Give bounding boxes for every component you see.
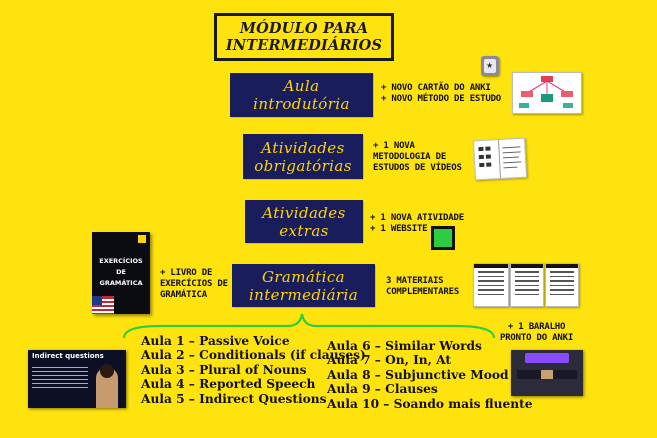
note-obrigatorias (373, 141, 462, 174)
note-baralho-line2: PRONTO DO ANKI (500, 333, 574, 343)
note-materiais (386, 276, 459, 298)
anki-deck-thumbnail (511, 350, 583, 396)
note-baralho-line1: + 1 BARALHO (507, 322, 566, 332)
note-extras-line2: + 1 WEBSITE (370, 224, 428, 234)
block-obrigatorias-line1: Atividades (261, 138, 345, 157)
module-title (214, 13, 394, 61)
note-livro (160, 268, 228, 301)
lesson-item: Aula 3 – Plural of Nouns (141, 362, 307, 377)
note-aula-line2: + NOVO MÉTODO DE ESTUDO (381, 94, 502, 104)
block-extras-line1: Atividades (262, 203, 346, 222)
note-aula (381, 83, 501, 105)
block-gramatica-intermediaria (232, 264, 375, 307)
material-3-icon (545, 263, 579, 307)
lesson-item: Aula 6 – Similar Words (327, 339, 482, 353)
lesson-item: Aula 4 – Reported Speech (141, 377, 316, 392)
mindmap-thumbnail-icon (512, 72, 582, 114)
presenter-head-icon (100, 364, 114, 378)
block-obrigatorias-line2: obrigatórias (254, 156, 352, 175)
note-aula-line1: + NOVO CARTÃO DO ANKI (381, 83, 491, 93)
anki-icon: ★ (481, 56, 499, 76)
lesson-item: Aula 5 – Indirect Questions (141, 391, 327, 406)
block-aula-line1: Aula (283, 77, 320, 95)
block-extras-line2: extras (279, 221, 329, 240)
indirect-questions-video-thumbnail (28, 350, 126, 408)
note-materiais-line2: COMPLEMENTARES (386, 287, 460, 297)
block-atividades-extras (245, 200, 363, 243)
book-title-line3: GRAMÁTICA (99, 279, 143, 287)
block-aula-line2: introdutória (253, 95, 350, 113)
note-livro-line3: GRAMÁTICA (160, 290, 207, 300)
module-title-line1: MÓDULO PARA (239, 20, 369, 37)
note-extras-line1: + 1 NOVA ATIVIDADE (370, 213, 464, 223)
notebook-thumbnail-icon (473, 138, 527, 181)
material-1-icon (473, 263, 509, 307)
book-title-line1: EXERCÍCIOS (99, 257, 143, 265)
block-atividades-obrigatorias (243, 134, 363, 179)
note-livro-line1: + LIVRO DE (160, 268, 213, 278)
grammar-book-cover (92, 232, 150, 314)
lesson-item: Aula 9 – Clauses (327, 382, 438, 397)
block-aula-introdutoria (230, 73, 373, 117)
lessons-right-list (327, 339, 532, 411)
material-2-icon (510, 263, 544, 307)
note-materiais-line1: 3 MATERIAIS (386, 276, 444, 286)
book-title-line2: DE (116, 268, 126, 276)
us-flag-icon (92, 296, 114, 314)
block-gramatica-line2: intermediária (248, 285, 359, 304)
lesson-item: Aula 7 – On, In, At (327, 353, 452, 368)
lesson-item: Aula 8 – Subjunctive Mood (327, 367, 509, 382)
note-obrigatorias-line3: ESTUDOS DE VÍDEOS (373, 163, 462, 173)
book-logo-icon (138, 235, 146, 243)
note-livro-line2: EXERCÍCIOS DE (160, 279, 228, 289)
note-obrigatorias-line1: + 1 NOVA (373, 141, 415, 151)
lesson-item: Aula 2 – Conditionals (if clauses) (141, 348, 366, 363)
lesson-item: Aula 1 – Passive Voice (141, 334, 290, 348)
website-icon (431, 226, 455, 250)
module-title-line2: INTERMEDIÁRIOS (225, 37, 383, 54)
note-obrigatorias-line2: METODOLOGIA DE (373, 152, 447, 162)
block-gramatica-line1: Gramática (261, 267, 346, 286)
video-thumbnail-title: Indirect questions (32, 352, 104, 360)
lesson-item: Aula 10 – Soando mais fluente (327, 396, 533, 411)
